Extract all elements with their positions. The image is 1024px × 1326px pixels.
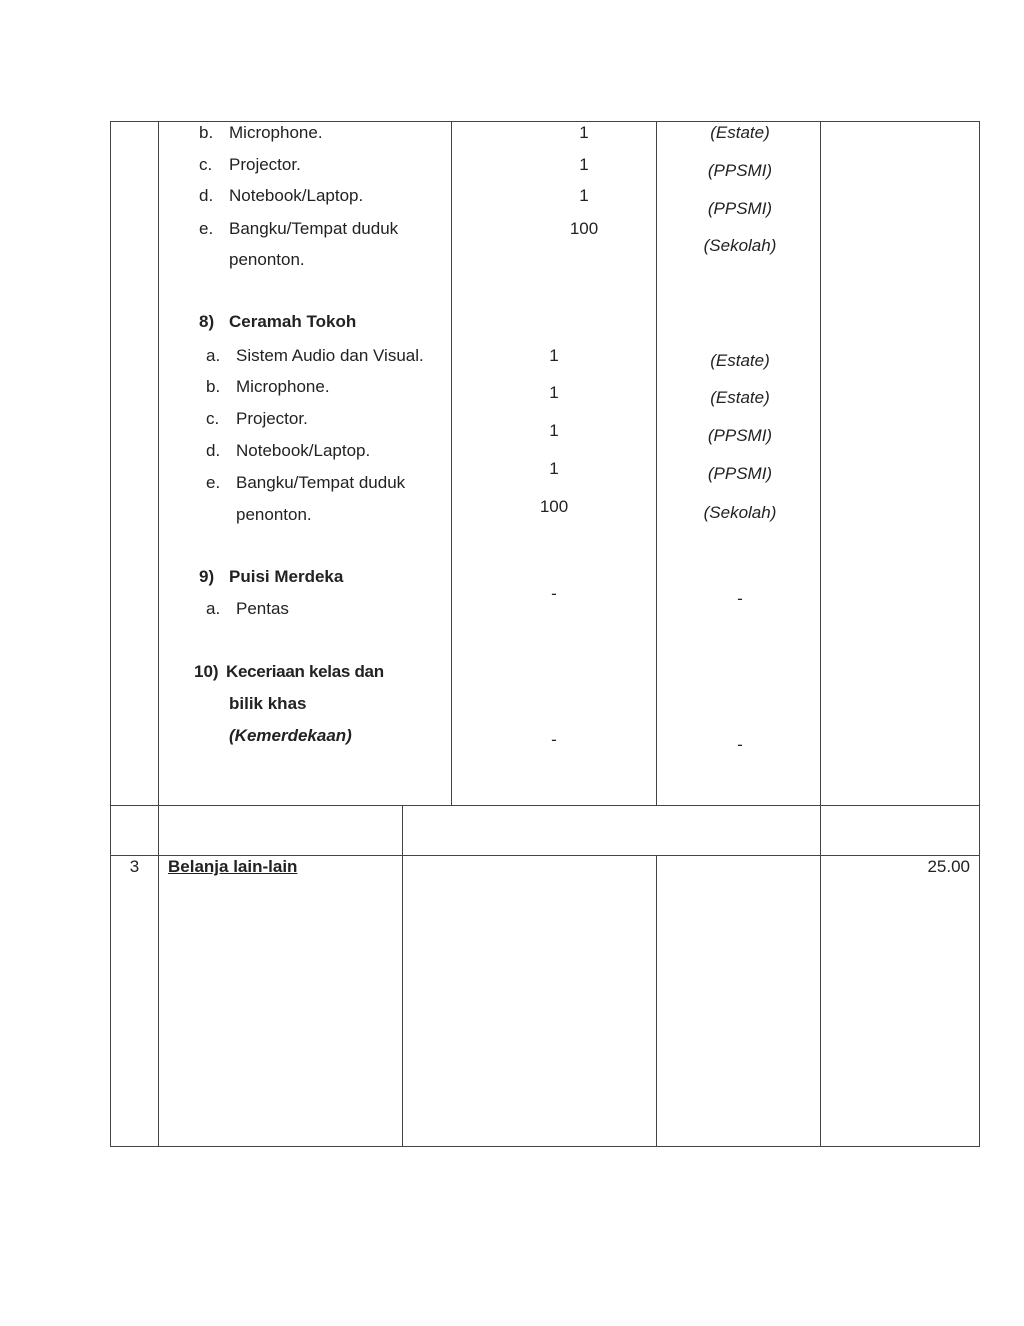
item-letter: a. [206, 599, 221, 618]
section-title: Ceramah Tokoh [229, 312, 357, 331]
item-source: (PPSMI) [707, 426, 773, 445]
table-row-divider [110, 805, 979, 806]
item-text-continued: penonton. [229, 250, 305, 269]
section-title: Keceriaan kelas dan [226, 662, 384, 681]
item-quantity: 100 [569, 219, 599, 238]
item-letter: b. [199, 123, 214, 142]
item-quantity: 1 [579, 123, 589, 142]
table-column-divider [656, 121, 657, 805]
item-quantity: 1 [549, 459, 559, 478]
section-title: Puisi Merdeka [229, 567, 344, 586]
item-letter: d. [199, 186, 214, 205]
item-letter: e. [199, 219, 214, 238]
table-border-right [979, 121, 980, 1147]
section-number: 10) [194, 662, 219, 681]
item-source: - [737, 589, 743, 608]
item-text: Notebook/Laptop. [236, 441, 371, 460]
item-quantity: - [551, 584, 557, 603]
table-column-divider [402, 805, 403, 1147]
item-source: (Estate) [710, 123, 770, 142]
table-column-divider [451, 121, 452, 805]
table-column-divider [158, 121, 159, 1147]
item-text: Microphone. [236, 377, 330, 396]
item-quantity: 1 [549, 383, 559, 402]
table-border-bottom [110, 1146, 979, 1147]
row-number: 3 [129, 857, 140, 876]
row-amount: 25.00 [927, 857, 970, 876]
table-border-top [110, 121, 979, 122]
table-column-divider [656, 855, 657, 1147]
item-quantity: 1 [579, 186, 589, 205]
item-quantity: 1 [579, 155, 589, 174]
row-title: Belanja lain-lain [168, 857, 298, 876]
item-source: (Sekolah) [703, 236, 777, 255]
table-border-left [110, 121, 111, 1147]
item-text: Sistem Audio dan Visual. [236, 346, 424, 365]
item-letter: c. [199, 155, 213, 174]
section-title-continued: bilik khas [229, 694, 307, 713]
item-quantity: 1 [549, 421, 559, 440]
item-text: Notebook/Laptop. [229, 186, 364, 205]
item-source: - [737, 735, 743, 754]
item-quantity: 1 [549, 346, 559, 365]
item-source: (Sekolah) [703, 503, 777, 522]
item-source: (PPSMI) [707, 464, 773, 483]
item-text-continued: penonton. [236, 505, 312, 524]
item-text: Bangku/Tempat duduk [236, 473, 406, 492]
table-row-divider [110, 855, 979, 856]
section-number: 9) [199, 567, 215, 586]
item-letter: c. [206, 409, 220, 428]
item-source: (Estate) [710, 351, 770, 370]
item-quantity: - [551, 730, 557, 749]
section-subtitle: (Kemerdekaan) [229, 726, 352, 745]
item-source: (PPSMI) [707, 161, 773, 180]
item-text: Pentas [236, 599, 289, 618]
item-text: Projector. [229, 155, 301, 174]
item-quantity: 100 [539, 497, 569, 516]
item-source: (PPSMI) [707, 199, 773, 218]
item-text: Projector. [236, 409, 308, 428]
table-column-divider [820, 121, 821, 1147]
item-letter: b. [206, 377, 221, 396]
item-text: Bangku/Tempat duduk [229, 219, 399, 238]
section-number: 8) [199, 312, 215, 331]
item-source: (Estate) [710, 388, 770, 407]
item-text: Microphone. [229, 123, 323, 142]
item-letter: d. [206, 441, 221, 460]
item-letter: e. [206, 473, 221, 492]
item-letter: a. [206, 346, 221, 365]
